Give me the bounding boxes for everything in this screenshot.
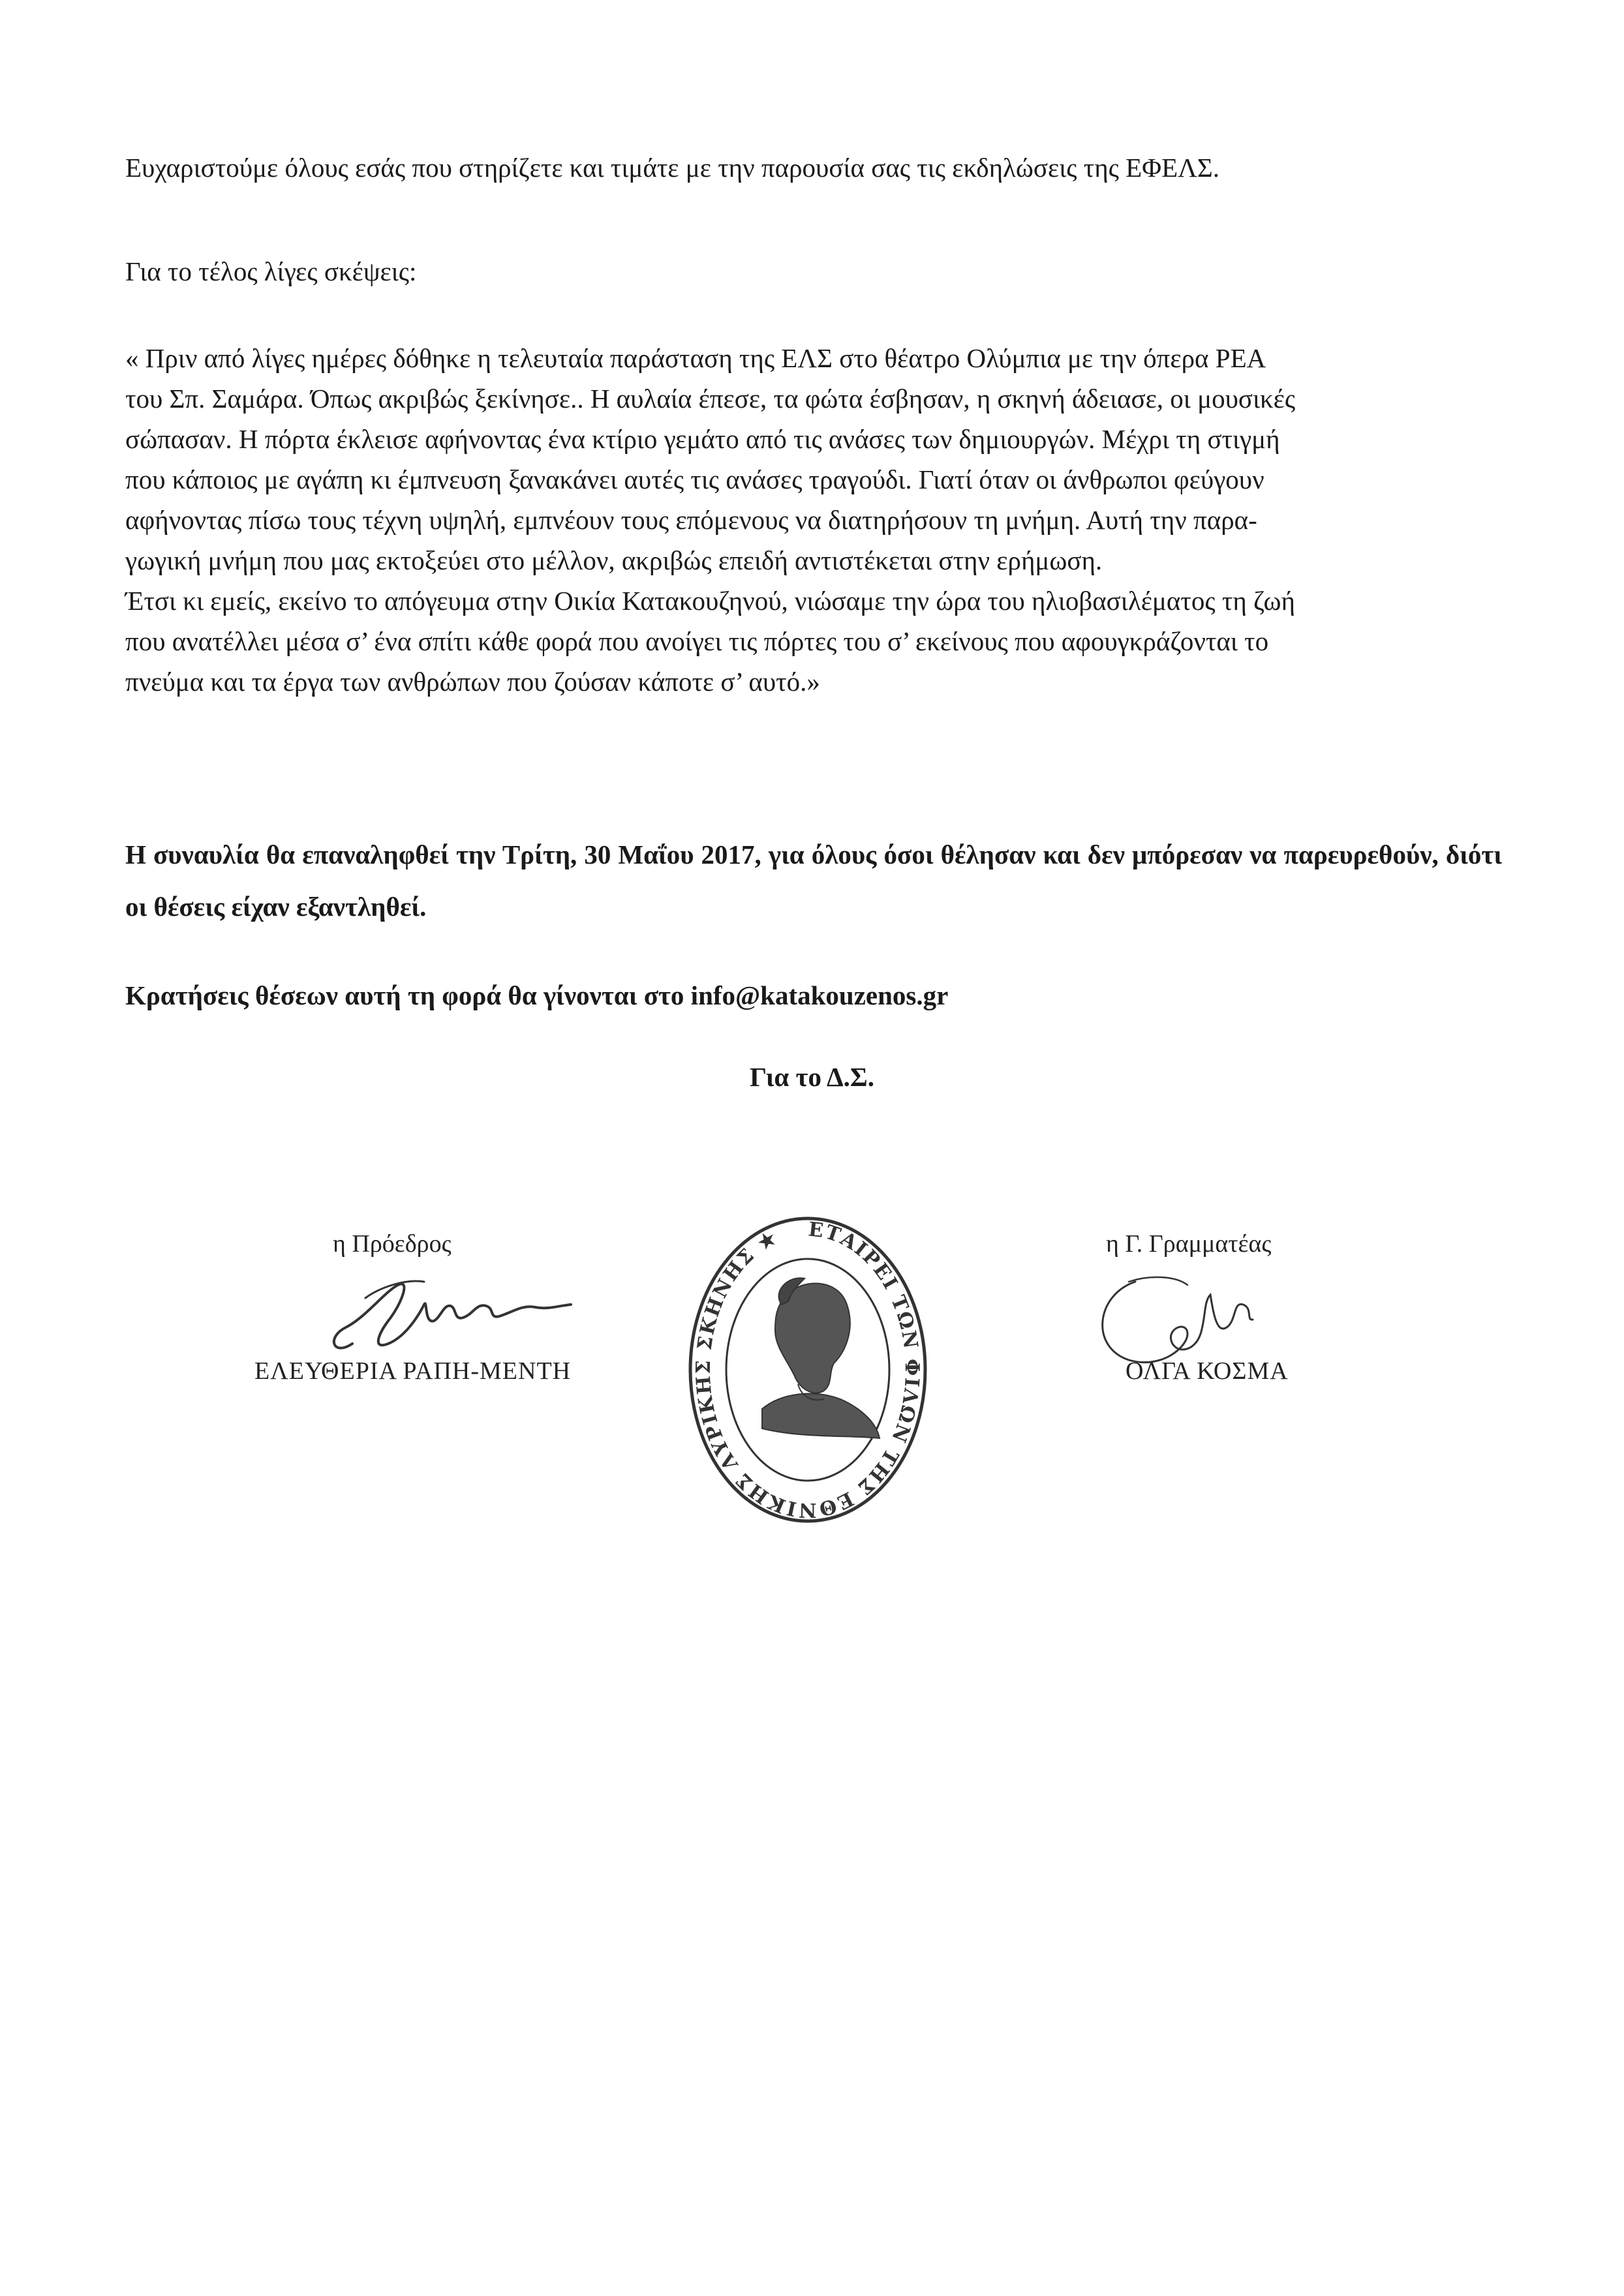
- quote-line: σώπασαν. Η πόρτα έκλεισε αφήνοντας ένα κτίριο γεμάτο από τις ανάσες των δημιουργών. Μέχρι τη στιγμή: [125, 424, 1280, 454]
- quote-line: Έτσι κι εμείς, εκείνο το απόγευμα στην Οικία Κατακουζηνού, νιώσαμε την ώρα του ηλιοβασιλέματος τη ζωή: [125, 586, 1295, 616]
- quote-paragraph: [125, 338, 1502, 702]
- thoughts-intro: Για το τέλος λίγες σκέψεις:: [125, 256, 417, 286]
- secretary-name: ΟΛΓΑ ΚΟΣΜΑ: [1126, 1357, 1289, 1385]
- quote-line: πνεύμα και τα έργα των ανθρώπων που ζούσαν κάποτε σ’ αυτό.»: [125, 667, 820, 697]
- quote-line: που κάποιος με αγάπη κι έμπνευση ξανακάνει αυτές τις ανάσες τραγούδι. Γιατί όταν οι άνθρωποι φεύγουν: [125, 464, 1264, 494]
- thanks-paragraph: Ευχαριστούμε όλους εσάς που στηρίζετε και τιμάτε με την παρουσία σας τις εκδηλώσεις της ΕΦΕΛΣ.: [125, 153, 1220, 183]
- seal-ring-text: ΕΤΑΙΡΕΙ ΤΩΝ ΦΙΛΩΝ ΤΗΣ ΕΘΝΙΚΗΣ ΛΥΡΙΚΗΣ ΣΚΗΝΗΣ ★: [692, 1218, 924, 1522]
- secretary-role: η Γ. Γραμματέας: [1106, 1230, 1272, 1258]
- quote-line: αφήνοντας πίσω τους τέχνη υψηλή, εμπνέουν τους επόμενους να διατηρήσουν τη μνήμη. Αυτή την παρα-: [125, 505, 1257, 535]
- quote-line: που ανατέλλει μέσα σ’ ένα σπίτι κάθε φορά που ανοίγει τις πόρτες του σ’ εκείνους που αφουγκράζονται το: [125, 626, 1269, 656]
- quote-line: του Σπ. Σαμάρα. Όπως ακριβώς ξεκίνησε.. Η αυλαία έπεσε, τα φώτα έσβησαν, η σκηνή άδειασε, οι μουσικές: [125, 384, 1296, 414]
- booking-notice: Κρατήσεις θέσεων αυτή τη φορά θα γίνονται στο info@katakouzenos.gr: [125, 980, 949, 1010]
- board-signoff: Για το Δ.Σ.: [750, 1062, 874, 1092]
- quote-line: « Πριν από λίγες ημέρες δόθηκε η τελευταία παράσταση της ΕΛΣ στο θέατρο Ολύμπια με την όπερα ΡΕΑ: [125, 343, 1266, 373]
- president-role: η Πρόεδρος: [333, 1230, 452, 1258]
- president-name: ΕΛΕΥΘΕΡΙΑ ΡΑΠΗ-ΜΕΝΤΗ: [254, 1357, 572, 1385]
- society-seal: [684, 1213, 932, 1526]
- president-signature-block: [248, 1230, 666, 1406]
- repeat-notice: Η συναυλία θα επαναληφθεί την Τρίτη, 30 Μαΐου 2017, για όλους όσοι θέλησαν και δεν μπόρεσαν να παρευρεθούν, διότι οι θέσεις είχαν εξαντληθεί.: [125, 839, 1502, 922]
- president-signature: [326, 1265, 574, 1363]
- bust-emblem: [762, 1278, 880, 1438]
- quote-line: γωγική μνήμη που μας εκτοξεύει στο μέλλον, ακριβώς επειδή αντιστέκεται στην ερήμωση.: [125, 545, 1103, 575]
- secretary-signature-block: [1077, 1230, 1351, 1399]
